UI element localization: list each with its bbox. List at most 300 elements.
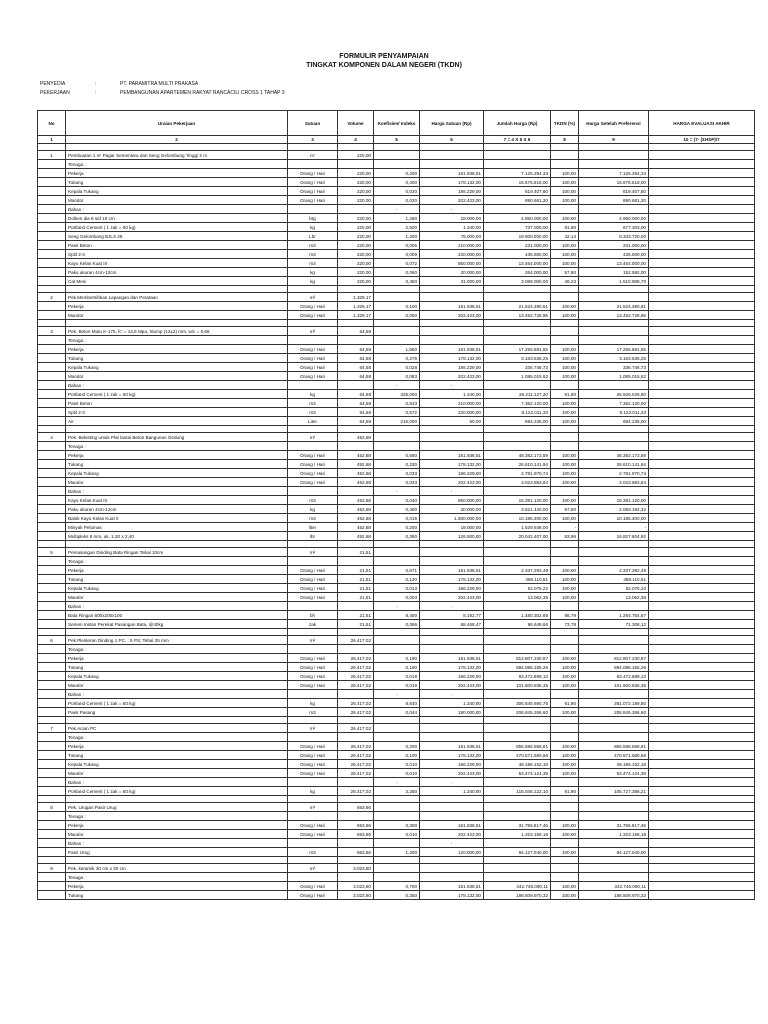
table-row <box>38 496 755 505</box>
cell-no <box>38 742 66 751</box>
cell-description: Pekerja <box>66 821 288 830</box>
cell-description: Bata Ringan 600x200x100 <box>66 611 288 620</box>
cell-preference-price: 21.524.380,61 <box>579 302 649 311</box>
cell-total-price: 2.781.970,74 <box>484 469 551 478</box>
cell-preference-price: 7.125.294,33 <box>579 169 649 178</box>
cell-preference-price: 15.391.120,00 <box>579 496 649 505</box>
cell-description: Semen Instan Perekat Pasangan Bata, @40kg <box>66 620 288 629</box>
cell-tkdn: 100,00 <box>551 302 579 311</box>
cell-coefficient: 0,660 <box>374 451 420 460</box>
cell-description: Kepala Tukang <box>66 584 288 593</box>
cell-coefficient: 0,330 <box>374 460 420 469</box>
cell-total-price: 1.323.158,18 <box>484 830 551 839</box>
cell-tkdn: 100,00 <box>551 882 579 891</box>
cell-unit: m² <box>288 636 338 645</box>
cell-final-evaluation <box>649 478 755 487</box>
cell-volume: 64,58 <box>338 372 374 381</box>
cell-coefficient <box>374 873 420 882</box>
cell-unit-price <box>420 864 484 873</box>
cell-volume: 452,68 <box>338 451 374 460</box>
cell-volume: 26.417,02 <box>338 699 374 708</box>
cell-final-evaluation <box>649 302 755 311</box>
cell-preference-price: 25.926.025,90 <box>579 390 649 399</box>
cell-total-price <box>484 864 551 873</box>
cell-volume: 21,51 <box>338 620 374 629</box>
work-label: PEKERJAAN <box>40 90 70 96</box>
cell-final-evaluation <box>649 812 755 821</box>
cell-preference-price <box>579 602 649 611</box>
spacer-cell <box>66 286 288 293</box>
cell-unit-price <box>420 160 484 169</box>
spacer-cell <box>551 286 579 293</box>
cell-no <box>38 523 66 532</box>
cell-tkdn: 86,79 <box>551 611 579 620</box>
cell-final-evaluation <box>649 381 755 390</box>
cell-unit-price: 161.938,51 <box>420 302 484 311</box>
cell-no <box>38 708 66 717</box>
cell-description: Split 2-3 <box>66 250 288 259</box>
cell-volume: 653,66 <box>338 830 374 839</box>
cell-coefficient <box>374 864 420 873</box>
table-row <box>38 548 755 557</box>
cell-coefficient: 0,010 <box>374 760 420 769</box>
cell-tkdn: 100,00 <box>551 760 579 769</box>
cell-no <box>38 187 66 196</box>
cell-description: Pekerja <box>66 451 288 460</box>
cell-description: Pasir Beton <box>66 399 288 408</box>
cell-preference-price: 1.284.754,67 <box>579 611 649 620</box>
cell-unit-price: 178.132,00 <box>420 751 484 760</box>
cell-unit <box>288 205 338 214</box>
spacer-cell <box>649 286 755 293</box>
spacer-cell <box>579 286 649 293</box>
spacer-cell <box>38 717 66 724</box>
cell-coefficient: 0,083 <box>374 372 420 381</box>
cell-unit-price: 850.000,00 <box>420 259 484 268</box>
cell-coefficient: 0,044 <box>374 708 420 717</box>
spacer-cell <box>66 320 288 327</box>
cell-total-price: 206.845.266,60 <box>484 708 551 717</box>
cell-total-price <box>484 442 551 451</box>
cell-unit-price: 18.000,00 <box>420 523 484 532</box>
cell-no <box>38 566 66 575</box>
cell-tkdn: 57,80 <box>551 505 579 514</box>
cell-unit-price: 50,00 <box>420 417 484 426</box>
cell-description: Seng Gelombang BJLS 28 <box>66 232 288 241</box>
provider-value: PT. PARAMITRA MULTI PRAKASA <box>120 81 199 87</box>
cell-preference-price: 3.163.535,25 <box>579 354 649 363</box>
cell-preference-price: 71.308,12 <box>579 620 649 629</box>
cell-final-evaluation <box>649 169 755 178</box>
cell-unit-price: - <box>420 487 484 496</box>
spacer-cell <box>374 144 420 151</box>
table-row <box>38 354 755 363</box>
cell-unit-price: 210.000,00 <box>420 399 484 408</box>
cell-unit-price: 1.340,00 <box>420 787 484 796</box>
spacer-row <box>38 144 755 151</box>
cell-unit: liter <box>288 523 338 532</box>
cell-description: Portland Cement ( 1 zak = 50 kg) <box>66 223 288 232</box>
cell-total-price: 49.196.152,18 <box>484 760 551 769</box>
cell-coefficient <box>374 293 420 302</box>
spacer-cell <box>38 426 66 433</box>
cell-coefficient: 0,275 <box>374 354 420 363</box>
spacer-cell <box>66 629 288 636</box>
cell-unit-price: 8.192,77 <box>420 611 484 620</box>
cell-tkdn: 100,00 <box>551 399 579 408</box>
cell-unit <box>288 778 338 787</box>
cell-preference-price <box>579 151 649 160</box>
cell-coefficient: 0,100 <box>374 302 420 311</box>
cell-total-price: 21.524.380,61 <box>484 302 551 311</box>
cell-unit-price: - <box>420 205 484 214</box>
table-row <box>38 363 755 372</box>
cell-total-price: 101.600.836,35 <box>484 681 551 690</box>
cell-unit <box>288 602 338 611</box>
cell-description: Mandor <box>66 478 288 487</box>
cell-unit: Orang / Hari <box>288 663 338 672</box>
cell-description: Air <box>66 417 288 426</box>
spacer-cell <box>38 857 66 864</box>
cell-no <box>38 408 66 417</box>
cell-description: Pek.Membersihkan Lapangan dan Perataan <box>66 293 288 302</box>
cell-unit <box>288 839 338 848</box>
cell-description: Pek. Urugan Pasir Urug <box>66 803 288 812</box>
cell-total-price <box>484 548 551 557</box>
cell-preference-price: 1.323.158,18 <box>579 830 649 839</box>
cell-no <box>38 839 66 848</box>
spacer-cell <box>338 796 374 803</box>
cell-description: Tenaga : <box>66 812 288 821</box>
cell-unit: m³ <box>288 803 338 812</box>
cell-volume: 21,51 <box>338 593 374 602</box>
cell-no <box>38 654 66 663</box>
cell-total-price <box>484 151 551 160</box>
cell-description: Kepala Tukang <box>66 672 288 681</box>
table-row <box>38 214 755 223</box>
spacer-cell <box>38 541 66 548</box>
cell-description: Pasir Beton <box>66 241 288 250</box>
cell-no <box>38 830 66 839</box>
cell-final-evaluation <box>649 787 755 796</box>
spacer-cell <box>649 796 755 803</box>
cell-volume <box>338 381 374 390</box>
spacer-cell <box>288 541 338 548</box>
cell-total-price <box>484 839 551 848</box>
cell-tkdn: 49,23 <box>551 277 579 286</box>
cell-final-evaluation <box>649 557 755 566</box>
table-row <box>38 311 755 320</box>
cell-volume: 452,68 <box>338 505 374 514</box>
cell-preference-price: 470.571.680,66 <box>579 751 649 760</box>
cell-unit-price: 178.132,00 <box>420 575 484 584</box>
cell-preference-price <box>579 433 649 442</box>
cell-total-price <box>484 645 551 654</box>
work-line <box>40 90 285 97</box>
spacer-cell <box>484 629 551 636</box>
cell-tkdn: 100,00 <box>551 830 579 839</box>
table-row <box>38 645 755 654</box>
cell-description: Split 2-3 <box>66 408 288 417</box>
cell-preference-price: 894.086.155,26 <box>579 663 649 672</box>
cell-unit-price: 202.423,00 <box>420 478 484 487</box>
spacer-row <box>38 796 755 803</box>
cell-tkdn <box>551 548 579 557</box>
spacer-cell <box>66 857 288 864</box>
spacer-cell <box>579 320 649 327</box>
cell-tkdn: 100,00 <box>551 848 579 857</box>
work-sep: : <box>95 90 97 96</box>
cell-final-evaluation <box>649 311 755 320</box>
cell-volume: 21,51 <box>338 611 374 620</box>
cell-final-evaluation <box>649 566 755 575</box>
cell-volume: 64,58 <box>338 390 374 399</box>
cell-coefficient: 0,003 <box>374 593 420 602</box>
cell-unit-price: 1.340,00 <box>420 390 484 399</box>
cell-final-evaluation <box>649 460 755 469</box>
cell-coefficient: 0,200 <box>374 742 420 751</box>
table-row <box>38 408 755 417</box>
cell-volume <box>338 873 374 882</box>
cell-volume: 26.417,02 <box>338 654 374 663</box>
cell-preference-price: 8.122.011,33 <box>579 408 649 417</box>
cell-unit: lbr <box>288 532 338 541</box>
cell-no <box>38 891 66 900</box>
table-row <box>38 760 755 769</box>
cell-unit-price: 220.000,00 <box>420 250 484 259</box>
cell-description: Pasir Pasang <box>66 708 288 717</box>
cell-unit-price <box>420 151 484 160</box>
cell-no <box>38 417 66 426</box>
cell-volume: 220,00 <box>338 241 374 250</box>
cell-unit: Orang / Hari <box>288 742 338 751</box>
cell-final-evaluation <box>649 417 755 426</box>
cell-no <box>38 663 66 672</box>
cell-volume <box>338 336 374 345</box>
cell-total-price <box>484 733 551 742</box>
cell-no <box>38 259 66 268</box>
cell-tkdn: 100,00 <box>551 514 579 523</box>
cell-description: Tenaga : <box>66 557 288 566</box>
cell-coefficient: 0,050 <box>374 311 420 320</box>
cell-preference-price: 13.062,36 <box>579 593 649 602</box>
cell-no: 2 <box>38 293 66 302</box>
cell-description: Mandor <box>66 196 288 205</box>
cell-unit: Orang / Hari <box>288 451 338 460</box>
cell-tkdn <box>551 151 579 160</box>
cell-unit-price <box>420 548 484 557</box>
spacer-cell <box>374 857 420 864</box>
cell-no <box>38 821 66 830</box>
cell-unit: m3 <box>288 250 338 259</box>
cell-volume: 220,00 <box>338 268 374 277</box>
cell-final-evaluation <box>649 724 755 733</box>
cell-unit: Orang / Hari <box>288 830 338 839</box>
cell-no <box>38 751 66 760</box>
cell-tkdn: 100,00 <box>551 681 579 690</box>
cell-final-evaluation <box>649 214 755 223</box>
cell-tkdn: 100,00 <box>551 708 579 717</box>
cell-total-price: 48.382.173,59 <box>484 451 551 460</box>
cell-description: Mandor <box>66 769 288 778</box>
cell-total-price: 342.746.090,11 <box>484 882 551 891</box>
cell-no: 4 <box>38 433 66 442</box>
cell-volume: 21,51 <box>338 584 374 593</box>
table-row <box>38 620 755 629</box>
cell-volume: 220,00 <box>338 223 374 232</box>
cell-total-price: 26.610.141,94 <box>484 460 551 469</box>
cell-total-price: 15.391.120,00 <box>484 496 551 505</box>
cell-total-price <box>484 293 551 302</box>
table-row <box>38 232 755 241</box>
cell-tkdn <box>551 873 579 882</box>
cell-description: Minyak Pelumas <box>66 523 288 532</box>
cell-coefficient: 1,250 <box>374 214 420 223</box>
cell-preference-price <box>579 864 649 873</box>
cell-final-evaluation <box>649 654 755 663</box>
table-row <box>38 873 755 882</box>
cell-unit-price: 1.500.000,00 <box>420 514 484 523</box>
table-row <box>38 821 755 830</box>
spacer-cell <box>38 286 66 293</box>
cell-coefficient <box>374 327 420 336</box>
table-row <box>38 557 755 566</box>
cell-unit: Orang / Hari <box>288 345 338 354</box>
table-row <box>38 169 755 178</box>
cell-volume: 21,51 <box>338 566 374 575</box>
cell-tkdn: 100,00 <box>551 363 579 372</box>
cell-no <box>38 602 66 611</box>
spacer-cell <box>551 541 579 548</box>
table-row <box>38 241 755 250</box>
cell-final-evaluation <box>649 681 755 690</box>
cell-volume: 21,51 <box>338 575 374 584</box>
cell-description: Pek. Beton Mutu K-175, fc' = 14,5 Mpa, Slump (12±2) mm, w/c = 0,66 <box>66 327 288 336</box>
cell-final-evaluation <box>649 372 755 381</box>
cell-preference-price: 2.337.292,49 <box>579 566 649 575</box>
cell-coefficient <box>374 557 420 566</box>
table-row <box>38 751 755 760</box>
cell-coefficient: 0,066 <box>374 620 420 629</box>
cell-unit: Orang / Hari <box>288 354 338 363</box>
cell-final-evaluation <box>649 760 755 769</box>
table-row <box>38 151 755 160</box>
table-row <box>38 417 755 426</box>
cell-no <box>38 620 66 629</box>
cell-volume <box>338 778 374 787</box>
table-row <box>38 839 755 848</box>
cell-volume: 653,66 <box>338 803 374 812</box>
col-number: 8 <box>551 136 579 144</box>
cell-volume: 26.417,02 <box>338 787 374 796</box>
spacer-cell <box>484 541 551 548</box>
cell-final-evaluation <box>649 821 755 830</box>
table-row <box>38 864 755 873</box>
cell-description: Tukang <box>66 354 288 363</box>
cell-final-evaluation <box>649 532 755 541</box>
cell-no: 9 <box>38 864 66 873</box>
cell-coefficient: 0,350 <box>374 891 420 900</box>
cell-coefficient <box>374 839 420 848</box>
cell-no <box>38 611 66 620</box>
cell-final-evaluation <box>649 575 755 584</box>
cell-unit-price: 202.423,00 <box>420 372 484 381</box>
work-value: PEMBANGUNAN APARTEMEN RAKYAT RANCACILI CROSS 1 TAHAP 3 <box>120 90 285 96</box>
cell-final-evaluation <box>649 514 755 523</box>
cell-tkdn <box>551 442 579 451</box>
header-no: No <box>38 111 66 136</box>
cell-unit: Orang / Hari <box>288 672 338 681</box>
cell-volume: 21,51 <box>338 548 374 557</box>
cell-total-price <box>484 812 551 821</box>
cell-unit: Orang / Hari <box>288 891 338 900</box>
cell-coefficient: 1,200 <box>374 848 420 857</box>
cell-volume: 220,00 <box>338 232 374 241</box>
cell-unit: Orang / Hari <box>288 566 338 575</box>
cell-unit: kg <box>288 390 338 399</box>
cell-volume: 220,00 <box>338 187 374 196</box>
cell-unit: Orang / Hari <box>288 769 338 778</box>
cell-no <box>38 733 66 742</box>
table-row <box>38 733 755 742</box>
cell-unit-price: 178.132,00 <box>420 891 484 900</box>
cell-total-price: 4.950.000,00 <box>484 214 551 223</box>
header-row <box>38 111 755 136</box>
cell-unit: kg <box>288 787 338 796</box>
cell-tkdn: 100,00 <box>551 742 579 751</box>
cell-preference-price: 435.600,00 <box>579 250 649 259</box>
spacer-cell <box>374 426 420 433</box>
cell-unit <box>288 487 338 496</box>
cell-total-price <box>484 803 551 812</box>
spacer-cell <box>338 320 374 327</box>
cell-no <box>38 178 66 187</box>
cell-coefficient: 0,033 <box>374 469 420 478</box>
cell-tkdn <box>551 645 579 654</box>
cell-unit-price: 178.132,00 <box>420 178 484 187</box>
header-preference-price: Harga Setelah Preferensi <box>579 111 649 136</box>
table-row <box>38 803 755 812</box>
cell-preference-price: 188.509.970,32 <box>579 891 649 900</box>
table-row <box>38 778 755 787</box>
spacer-row <box>38 320 755 327</box>
cell-description: Tenaga : <box>66 645 288 654</box>
cell-preference-price: 677.303,00 <box>579 223 649 232</box>
cell-preference-price <box>579 839 649 848</box>
cell-no: 5 <box>38 548 66 557</box>
table-row <box>38 532 755 541</box>
table-row <box>38 724 755 733</box>
cell-description: Tenaga : <box>66 733 288 742</box>
cell-coefficient <box>374 636 420 645</box>
table-row <box>38 708 755 717</box>
cell-total-price: 694.235,00 <box>484 417 551 426</box>
cell-unit-price: 850.000,00 <box>420 496 484 505</box>
spacer-cell <box>579 796 649 803</box>
cell-unit: m² <box>288 293 338 302</box>
cell-total-price: 3.023.883,84 <box>484 478 551 487</box>
cell-no: 1 <box>38 151 66 160</box>
cell-description: Kayu Kelas Kuat III <box>66 496 288 505</box>
cell-unit: Orang / Hari <box>288 751 338 760</box>
cell-preference-price <box>579 205 649 214</box>
cell-preference-price <box>579 548 649 557</box>
cell-no: 7 <box>38 724 66 733</box>
cell-description: Kayu Kelas Kuat III <box>66 259 288 268</box>
cell-volume: 452,68 <box>338 532 374 541</box>
cell-volume: 26.417,02 <box>338 681 374 690</box>
cell-final-evaluation <box>649 891 755 900</box>
